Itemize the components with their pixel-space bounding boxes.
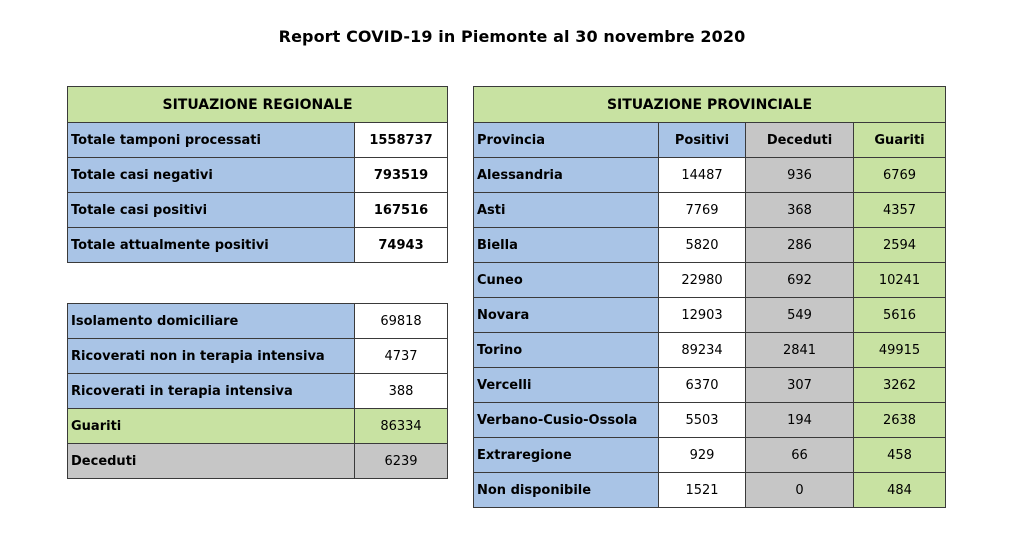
guariti-cell: 484 <box>854 473 946 508</box>
guariti-cell: 49915 <box>854 333 946 368</box>
deceduti-cell: 0 <box>746 473 854 508</box>
table-row <box>68 409 448 444</box>
deceduti-cell: 936 <box>746 158 854 193</box>
table-row <box>474 403 946 438</box>
deceduti-cell: 286 <box>746 228 854 263</box>
deceduti-cell: 549 <box>746 298 854 333</box>
table-row <box>68 339 448 374</box>
row-value: 793519 <box>355 158 448 193</box>
regional-table <box>67 86 448 263</box>
table-row <box>474 368 946 403</box>
table-row <box>68 123 448 158</box>
column-header-row <box>474 123 946 158</box>
row-label: Totale casi negativi <box>68 158 355 193</box>
guariti-cell: 2594 <box>854 228 946 263</box>
row-value: 69818 <box>355 304 448 339</box>
positivi-cell: 5503 <box>659 403 746 438</box>
row-value: 74943 <box>355 228 448 263</box>
guariti-cell: 3262 <box>854 368 946 403</box>
table-row <box>68 193 448 228</box>
column-header: Provincia <box>474 123 659 158</box>
regional-header: SITUAZIONE REGIONALE <box>68 87 448 123</box>
provincial-header: SITUAZIONE PROVINCIALE <box>474 87 946 123</box>
positivi-cell: 89234 <box>659 333 746 368</box>
province-name: Non disponibile <box>474 473 659 508</box>
positivi-cell: 929 <box>659 438 746 473</box>
table-row <box>68 444 448 479</box>
positivi-cell: 7769 <box>659 193 746 228</box>
row-value: 86334 <box>355 409 448 444</box>
positivi-cell: 14487 <box>659 158 746 193</box>
guariti-cell: 2638 <box>854 403 946 438</box>
row-label: Totale casi positivi <box>68 193 355 228</box>
column-header: Guariti <box>854 123 946 158</box>
table-row <box>68 158 448 193</box>
table-row <box>474 333 946 368</box>
deceduti-cell: 2841 <box>746 333 854 368</box>
positivi-cell: 12903 <box>659 298 746 333</box>
table-row <box>474 158 946 193</box>
positivi-cell: 1521 <box>659 473 746 508</box>
row-value: 1558737 <box>355 123 448 158</box>
province-name: Asti <box>474 193 659 228</box>
positivi-cell: 22980 <box>659 263 746 298</box>
guariti-cell: 5616 <box>854 298 946 333</box>
province-name: Torino <box>474 333 659 368</box>
row-label: Totale attualmente positivi <box>68 228 355 263</box>
row-label: Ricoverati non in terapia intensiva <box>68 339 355 374</box>
column-header: Deceduti <box>746 123 854 158</box>
table-row <box>474 263 946 298</box>
table-row <box>474 473 946 508</box>
province-name: Alessandria <box>474 158 659 193</box>
guariti-cell: 6769 <box>854 158 946 193</box>
guariti-cell: 458 <box>854 438 946 473</box>
deceduti-cell: 368 <box>746 193 854 228</box>
row-value: 6239 <box>355 444 448 479</box>
province-name: Cuneo <box>474 263 659 298</box>
table-row <box>474 193 946 228</box>
table-row <box>68 304 448 339</box>
column-header: Positivi <box>659 123 746 158</box>
province-name: Extraregione <box>474 438 659 473</box>
row-label: Guariti <box>68 409 355 444</box>
row-label: Isolamento domiciliare <box>68 304 355 339</box>
provincial-table <box>473 86 946 508</box>
table-row <box>68 228 448 263</box>
province-name: Vercelli <box>474 368 659 403</box>
row-label: Deceduti <box>68 444 355 479</box>
deceduti-cell: 66 <box>746 438 854 473</box>
province-name: Verbano-Cusio-Ossola <box>474 403 659 438</box>
row-value: 167516 <box>355 193 448 228</box>
deceduti-cell: 194 <box>746 403 854 438</box>
positivi-cell: 5820 <box>659 228 746 263</box>
row-label: Totale tamponi processati <box>68 123 355 158</box>
deceduti-cell: 307 <box>746 368 854 403</box>
table-row <box>474 298 946 333</box>
table-row <box>474 228 946 263</box>
guariti-cell: 10241 <box>854 263 946 298</box>
province-name: Biella <box>474 228 659 263</box>
guariti-cell: 4357 <box>854 193 946 228</box>
deceduti-cell: 692 <box>746 263 854 298</box>
positivi-cell: 6370 <box>659 368 746 403</box>
row-value: 388 <box>355 374 448 409</box>
table-row <box>68 374 448 409</box>
details-table <box>67 303 448 479</box>
table-row <box>474 438 946 473</box>
row-label: Ricoverati in terapia intensiva <box>68 374 355 409</box>
province-name: Novara <box>474 298 659 333</box>
row-value: 4737 <box>355 339 448 374</box>
report-title: Report COVID-19 in Piemonte al 30 novembre 2020 <box>278 27 746 46</box>
